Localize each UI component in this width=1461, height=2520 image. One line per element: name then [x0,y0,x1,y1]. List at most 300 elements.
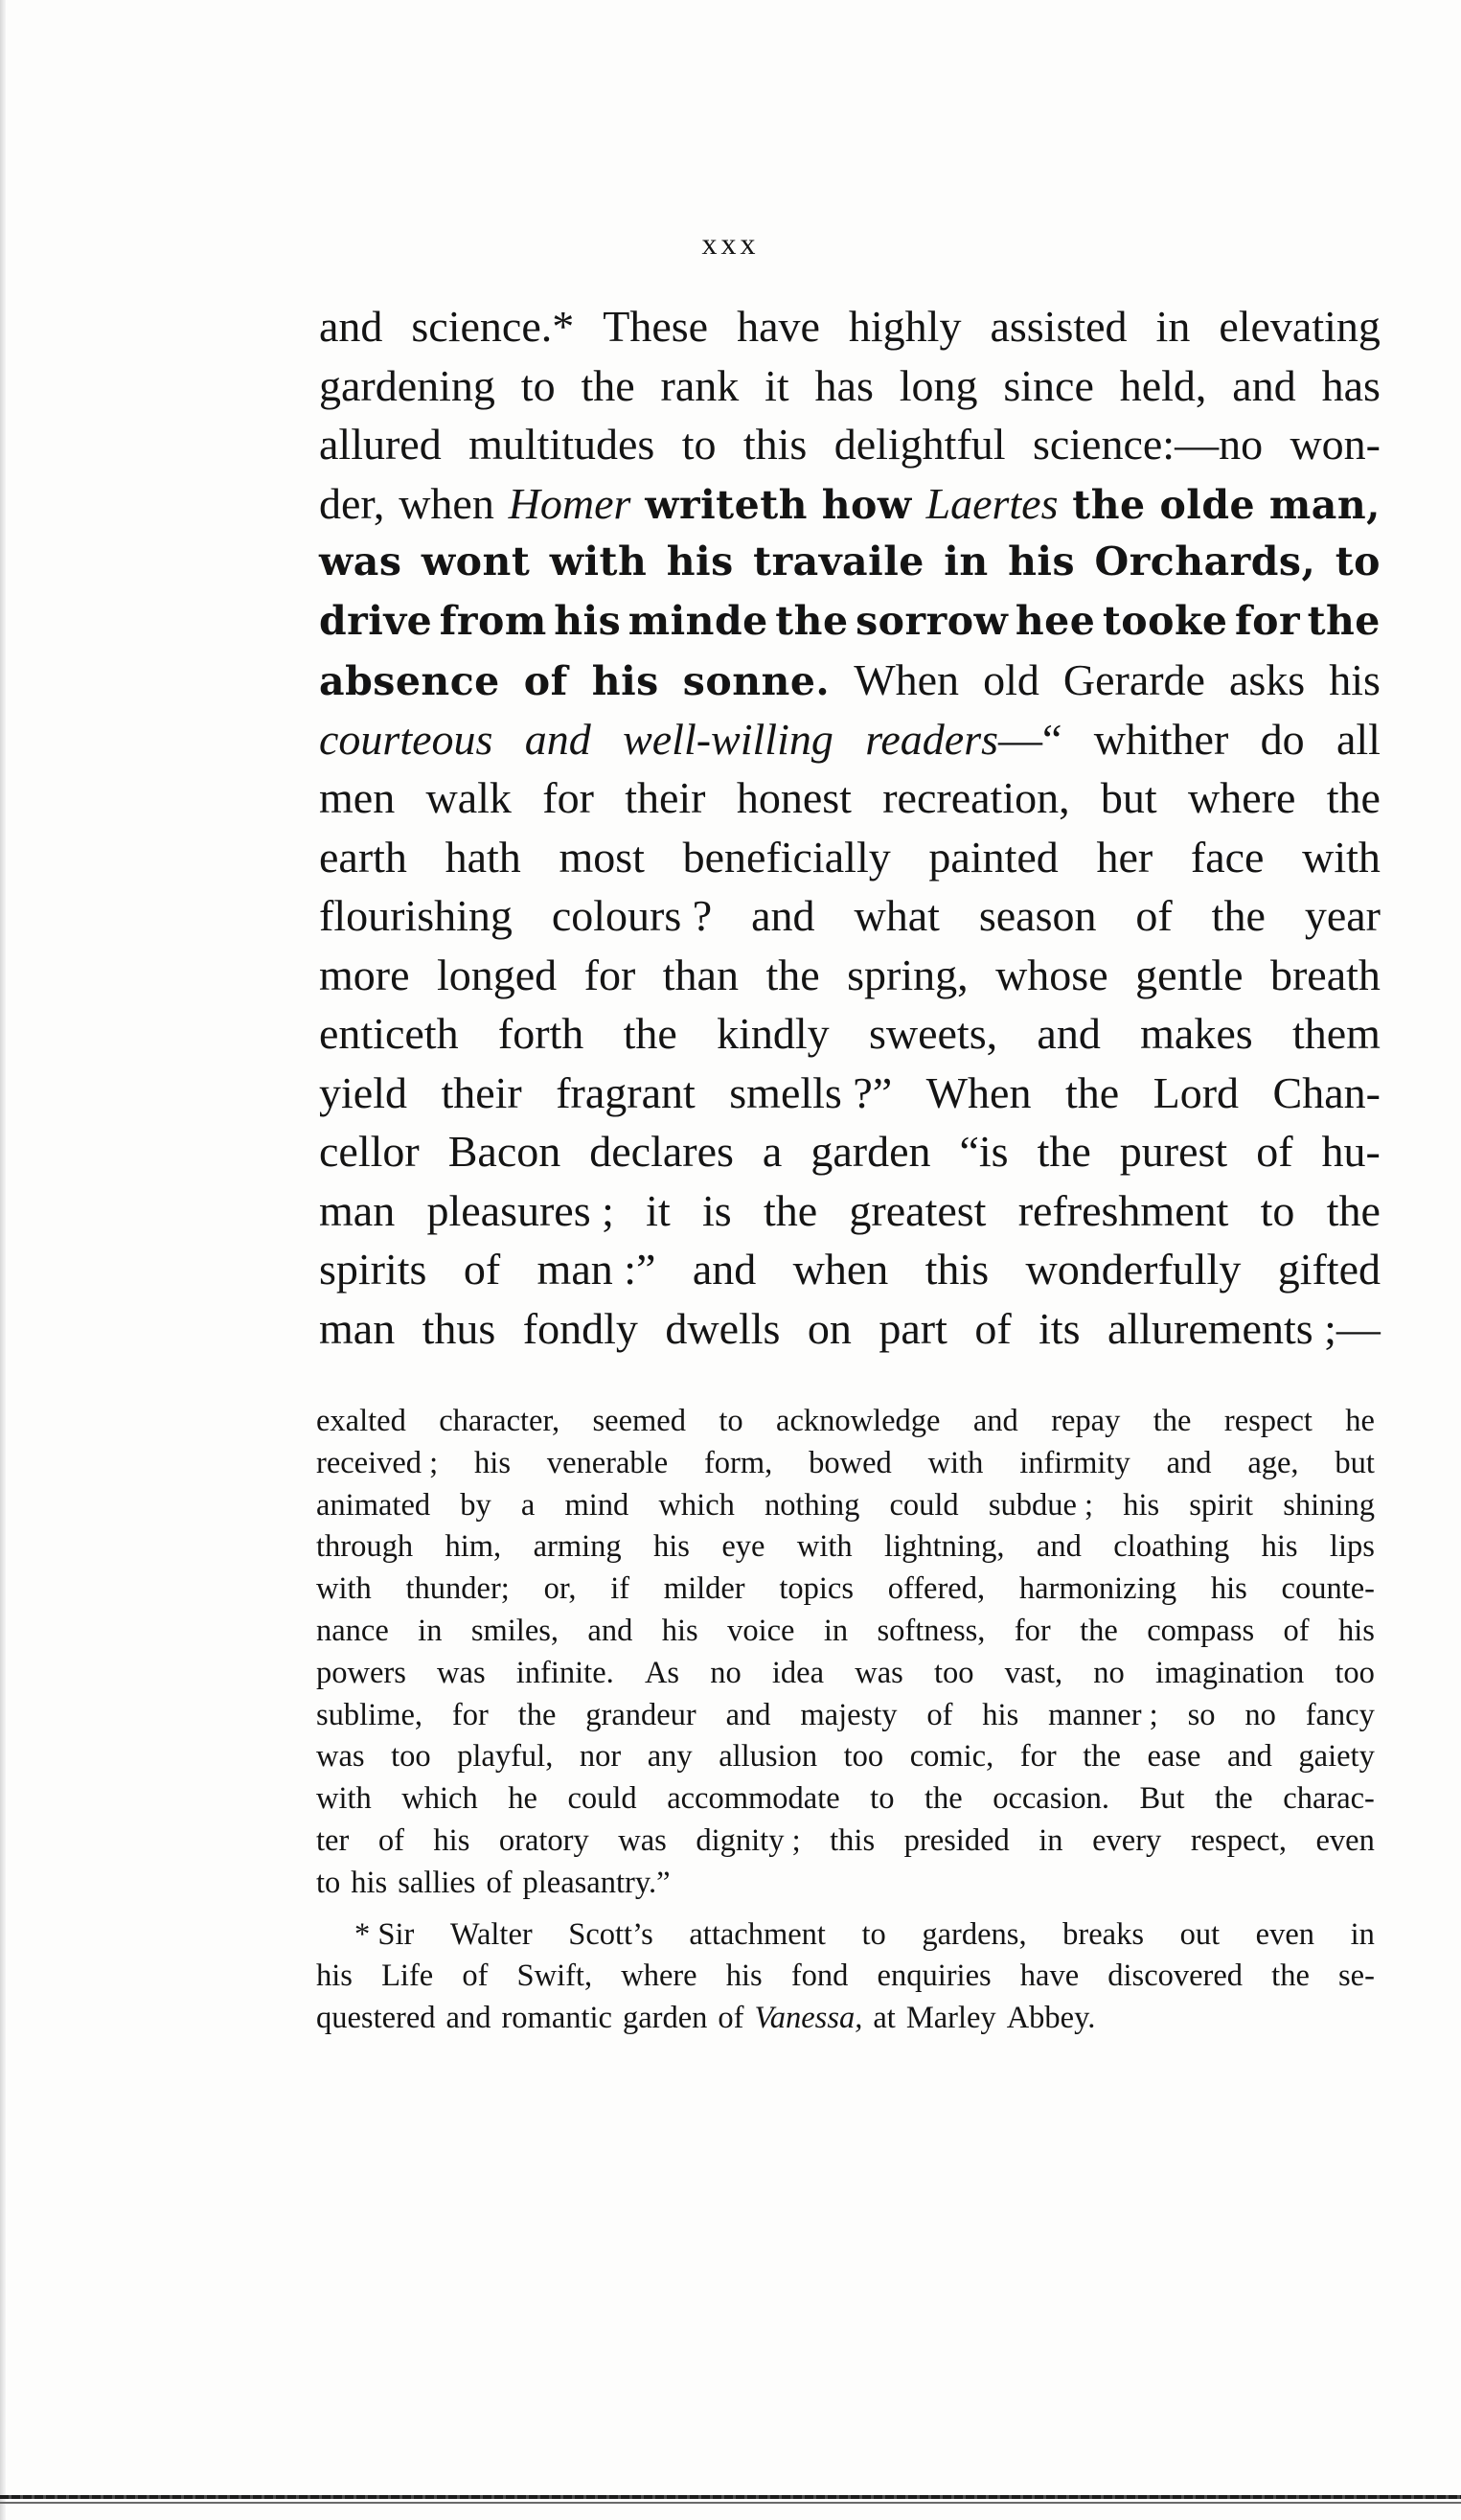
word: walk [425,773,512,822]
text-line [319,828,1381,887]
main-text-block [319,297,1381,1358]
word: could [889,1487,959,1523]
page-gutter-edge [0,0,6,2520]
word: attachment [689,1916,826,1952]
word: no [710,1655,742,1690]
word: asks [1228,655,1306,704]
blackletter-word: man, [1268,481,1381,528]
word: nothing [765,1487,860,1523]
word: even [1315,1822,1375,1858]
word: whose [995,950,1108,999]
footnote-line [316,1998,1375,2040]
word: their [441,1067,522,1117]
word: no [1093,1655,1125,1690]
word: age, [1247,1445,1299,1480]
page-number: xxx [701,226,760,261]
word: won- [1290,420,1381,469]
word: them [1291,1009,1381,1058]
word: shining [1283,1487,1375,1523]
word: of [462,1959,489,1994]
word: science.* [411,302,575,351]
word: year [1304,891,1381,940]
word: with [927,1445,984,1480]
word: Abbey. [1006,2001,1096,2036]
word: When [854,655,960,704]
blackletter-word: wont [421,538,531,584]
word: was [316,1739,365,1775]
word: charac- [1283,1781,1375,1817]
word: offered, [887,1571,986,1607]
word: but [1100,773,1157,822]
word: was [437,1655,486,1690]
word: pleasantry.” [522,1865,671,1900]
word: lips [1329,1529,1375,1565]
word: fond [790,1959,849,1994]
word: refreshment [1017,1185,1229,1235]
text-line [319,1064,1381,1123]
word: a [762,1127,783,1176]
word: respect, [1190,1822,1287,1858]
blackletter-word: to [1335,538,1381,584]
word: sallies [398,1865,476,1900]
word: the [1326,773,1381,822]
footnote-line [316,1401,1375,1443]
word: rank [660,360,740,410]
word: long [899,360,978,410]
word: every [1092,1822,1162,1858]
word: his [982,1697,1019,1732]
word: and [1226,1739,1272,1775]
word: exalted [316,1404,406,1438]
word: and [1232,360,1296,410]
word: of [1135,891,1173,940]
word: assisted [990,302,1128,351]
word: vast, [1004,1655,1063,1690]
footnote-line [316,1695,1375,1737]
italic-word: readers [865,714,999,764]
text-line [319,415,1381,474]
word: the [1064,1067,1120,1117]
footnote-line [316,1736,1375,1778]
word: he [508,1781,537,1817]
word: the [517,1697,557,1732]
footnote-line [316,1485,1375,1527]
word: in [1039,1822,1063,1858]
word: to [316,1865,341,1900]
blackletter-word: his [554,597,622,644]
text-line [319,1181,1381,1241]
word: der, [319,478,385,528]
word: and [725,1697,771,1732]
word: compass [1147,1613,1255,1648]
blackletter-word: his [591,658,659,704]
word: the [1271,1959,1310,1994]
word: manner ; [1048,1697,1158,1732]
text-line [319,297,1381,356]
word: powers [316,1655,406,1690]
word: questered [316,2001,436,2036]
word: of [926,1697,953,1732]
blackletter-word: Orchards, [1094,538,1316,584]
blackletter-word: in [944,538,989,584]
word: for [451,1697,489,1732]
italic-word: courteous [319,714,493,764]
word: thunder; [405,1571,510,1607]
word: acknowledge [776,1404,941,1438]
word: the [1083,1739,1121,1775]
blackletter-word: travaile [753,538,925,584]
word: * Sir [354,1916,415,1952]
word: have [1019,1959,1080,1994]
text-line [319,1240,1381,1299]
footnote-line [316,1778,1375,1821]
word: infinite. [515,1655,614,1690]
word: received ; [316,1445,439,1480]
word: too [843,1739,884,1775]
word: Bacon [447,1127,561,1176]
word: hath [445,832,521,882]
word: idea [771,1655,825,1690]
word: longed [436,950,558,999]
word: of [1283,1613,1310,1648]
word: kindly [717,1009,830,1058]
text-line [319,1004,1381,1064]
word: men [319,773,396,822]
word: But [1139,1781,1185,1817]
word: in [1155,302,1191,351]
word: form, [703,1445,773,1480]
word: the [924,1781,963,1817]
blackletter-word: for [1234,597,1301,644]
word: for [1014,1613,1051,1648]
word: with [316,1571,372,1607]
blackletter-word: olde [1159,481,1256,528]
word: of [718,2001,744,2036]
word: his [1337,1613,1375,1648]
word: discovered [1107,1959,1244,1994]
word: Scott’s [568,1916,653,1952]
word: which [658,1487,735,1523]
italic-name-vanessa: Vanessa, [754,2001,863,2036]
blackletter-word: hee [1015,597,1096,644]
word: yield [319,1067,407,1117]
blackletter-word: absence [319,658,500,704]
word: his [653,1529,690,1565]
word: more [319,950,410,999]
word: enquiries [877,1959,992,1994]
word: garden [622,2001,708,2036]
word: his [725,1959,763,1994]
word: These [603,302,709,351]
word: and [445,2001,491,2036]
word: allusion [719,1739,818,1775]
word: of [377,1822,404,1858]
word: bowed [809,1445,892,1480]
word: his [1329,655,1381,704]
word: ter [316,1822,350,1858]
word: spring, [847,950,969,999]
word: held, [1119,360,1207,410]
word: the [1215,1781,1253,1817]
word: the [581,360,635,410]
word: part [879,1303,947,1353]
word: out [1179,1916,1221,1952]
word: with [1302,832,1381,882]
word: Marley [905,2001,996,2036]
word: when [399,478,494,528]
blackletter-word: sonne. [682,658,831,704]
word: thus [422,1303,496,1353]
word: but [1335,1445,1375,1480]
word: recreation, [882,773,1070,822]
blackletter-word: tooke [1102,597,1228,644]
word: smiles, [470,1613,559,1648]
blackletter-word: was [319,538,402,584]
word: gentle [1135,950,1244,999]
word: highly [848,302,962,351]
word: breaks [1062,1916,1144,1952]
word: if [610,1571,630,1607]
word: the [1211,891,1266,940]
footnote-line [316,1956,1375,1998]
word: “is [959,1127,1009,1176]
word: cloathing [1113,1529,1230,1565]
word: the [623,1009,677,1058]
word: too [933,1655,974,1690]
word: it [646,1185,671,1235]
word: eye [721,1529,765,1565]
italic-word: and [524,714,591,764]
word: romantic [501,2001,612,2036]
word: imagination [1154,1655,1305,1690]
word: voice [727,1613,795,1648]
word: of [1256,1127,1293,1176]
word: softness, [877,1613,986,1648]
word: sweets, [868,1009,998,1058]
word: fancy [1305,1697,1375,1732]
word: oratory [498,1822,589,1858]
word: painted [928,832,1059,882]
word: has [814,360,874,410]
word: to [861,1916,886,1952]
word: of [463,1245,501,1294]
text-line [319,768,1381,828]
word: fragrant [556,1067,696,1117]
word: gardens, [922,1916,1027,1952]
word: allurements ;— [1107,1303,1381,1353]
word: than [662,950,739,999]
word: topics [779,1571,855,1607]
word: no [1244,1697,1276,1732]
footnote-line [316,1821,1375,1863]
word: cellor [319,1127,420,1176]
word: he [1345,1404,1375,1438]
footnote-line [316,1914,1375,1957]
word: man [319,1185,396,1235]
word: man :” [536,1245,656,1294]
word: with [316,1781,372,1817]
word: nor [579,1739,622,1775]
footnotes-block [316,1401,1375,2040]
word: where [1188,773,1296,822]
word: his [1261,1529,1298,1565]
word: was [855,1655,903,1690]
word: spirits [319,1245,427,1294]
text-line [319,1122,1381,1181]
word: or, [543,1571,577,1607]
word: him, [445,1529,502,1565]
word: hu- [1321,1127,1381,1176]
word: science:—no [1032,420,1264,469]
footnote-line [316,1653,1375,1695]
word: face [1190,832,1265,882]
word: do [1260,714,1305,764]
blackletter-word: the [1072,481,1146,528]
word: it [765,360,789,410]
word: respect [1223,1404,1313,1438]
word: their [625,773,706,822]
word: animated [316,1487,431,1523]
word: season [978,891,1097,940]
word: his [474,1445,511,1480]
word: for [542,773,594,822]
word: When [925,1067,1032,1117]
word: harmonizing [1018,1571,1177,1607]
word: where [621,1959,697,1994]
blackletter-word: the [775,597,849,644]
word: in [823,1613,849,1648]
word: and [1166,1445,1212,1480]
italic-name-homer: Homer [508,478,631,528]
word: Lord [1153,1067,1240,1117]
word: was [618,1822,667,1858]
word: infirmity [1019,1445,1130,1480]
text-line-blackletter [319,592,1381,652]
blackletter-word: his [1008,538,1076,584]
text-line [319,356,1381,416]
footnote-line [316,1611,1375,1653]
word: and [692,1245,757,1294]
text-line [319,886,1381,946]
word: to [681,420,717,469]
footnote-line [316,1569,1375,1611]
word: the [765,950,820,999]
word: too [1335,1655,1375,1690]
word: whither [1093,714,1229,764]
word: subdue ; [988,1487,1094,1523]
word: wonderfully [1025,1245,1242,1294]
word: has [1321,360,1381,410]
word: with [796,1529,853,1565]
word: allured [319,420,442,469]
word: for [583,950,636,999]
word: the [1153,1404,1192,1438]
word: beneficially [682,832,891,882]
blackletter-word: with [549,538,648,584]
word: through [316,1529,414,1565]
word: enticeth [319,1009,459,1058]
blackletter-word: the [1307,597,1381,644]
word: milder [663,1571,745,1607]
word: purest [1119,1127,1228,1176]
word: any [647,1739,693,1775]
word: dwells [665,1303,781,1353]
word: when [792,1245,889,1294]
bottom-scan-edge-line [0,2502,1461,2504]
word: repay [1051,1404,1121,1438]
word: multitudes [468,420,655,469]
word: the [763,1185,818,1235]
word: pleasures ; [426,1185,614,1235]
italic-word: well-willing [623,714,833,764]
word: since [1003,360,1094,410]
word: could [567,1781,637,1817]
word: have [737,302,820,351]
word: seemed [592,1404,686,1438]
word: most [559,832,645,882]
word: presided [903,1822,1010,1858]
text-line [319,474,1381,534]
word: elevating [1219,302,1381,351]
blackletter-word: of [523,658,568,704]
word: occasion. [993,1781,1110,1817]
word: and [972,1404,1018,1438]
word: to [1260,1185,1295,1235]
word: Swift, [516,1959,593,1994]
word: of [974,1303,1012,1353]
word: mind [564,1487,629,1523]
word: nance [316,1613,389,1648]
word: too [391,1739,431,1775]
word: delightful [833,420,1006,469]
word: makes [1140,1009,1253,1058]
bottom-scan-edge [0,2495,1461,2499]
word: arming [533,1529,622,1565]
text-line [319,651,1381,710]
blackletter-word: writeth [645,481,808,528]
blackletter-word: drive [319,597,433,644]
footnote-line [316,1526,1375,1569]
blackletter-word: how [821,481,912,528]
word: garden [810,1127,931,1176]
word: his [661,1613,698,1648]
word: and [587,1613,633,1648]
word: and [319,302,383,351]
word: to [870,1781,895,1817]
word: by [460,1487,491,1523]
word: breath [1269,950,1381,999]
word: accommodate [667,1781,840,1817]
word: even [1255,1916,1315,1952]
word: on [807,1303,852,1353]
word: all [1335,714,1381,764]
word: in [1350,1916,1375,1952]
word: and [751,891,815,940]
footnote-line [316,1443,1375,1485]
text-line [319,946,1381,1005]
word: this [830,1822,876,1858]
text-line [319,1299,1381,1359]
blackletter-word: sorrow [856,597,1009,644]
word: so [1187,1697,1216,1732]
italic-name-laertes: Laertes [925,478,1059,528]
text-line [319,710,1381,769]
word: gaiety [1298,1739,1375,1775]
word: the [1080,1613,1118,1648]
word: dignity ; [696,1822,801,1858]
word: playful, [457,1739,554,1775]
word: honest [736,773,852,822]
